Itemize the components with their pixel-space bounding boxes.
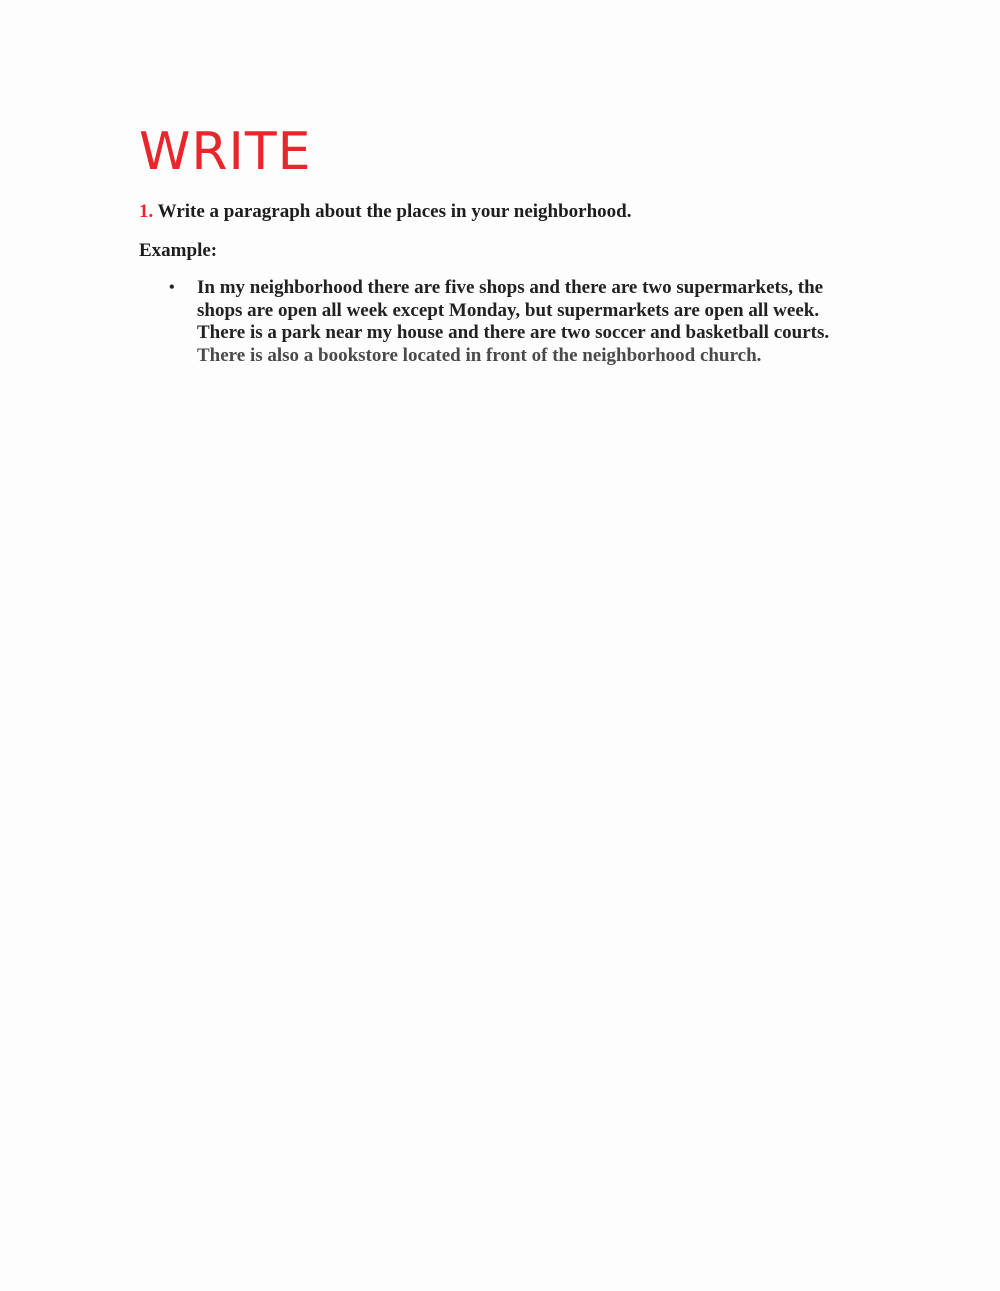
example-line: shops are open all week except Monday, but supermarkets are open all week. (197, 299, 820, 321)
bullet-icon: • (169, 279, 175, 296)
example-list (139, 277, 879, 368)
page-title: WRITE (139, 122, 312, 182)
instruction-number: 1. (139, 201, 154, 222)
example-paragraph (139, 277, 879, 368)
example-label: Example: (139, 240, 218, 261)
instruction (139, 199, 631, 225)
example-line: In my neighborhood there are five shops and there are two supermarkets, the (197, 277, 824, 298)
example-line: There is a park near my house and there are two soccer and basketball courts. (197, 322, 830, 344)
instruction-text: Write a paragraph about the places in your neighborhood. (153, 201, 632, 222)
example-line: There is also a bookstore located in front of the neighborhood church. (197, 345, 762, 367)
